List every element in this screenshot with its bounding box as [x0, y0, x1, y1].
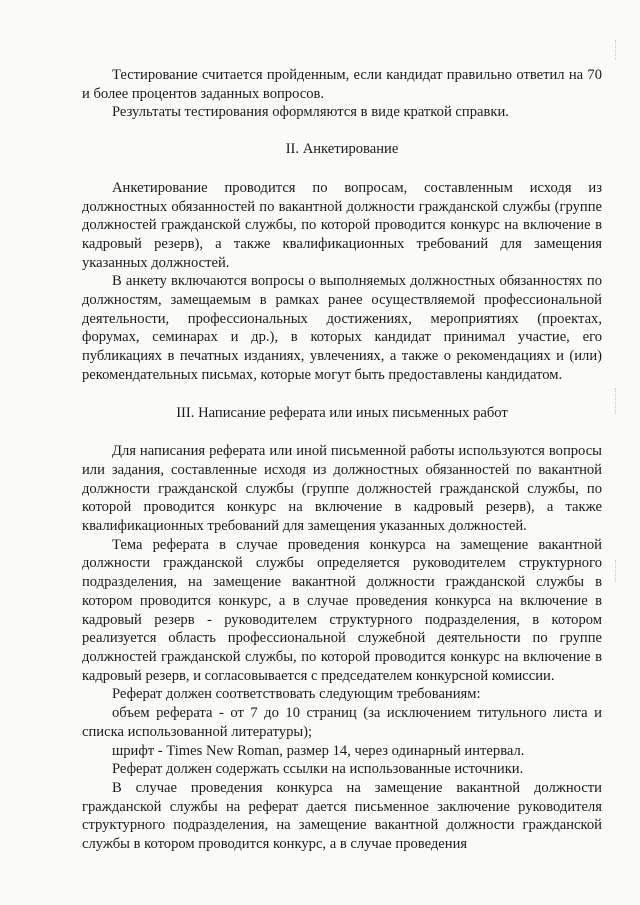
section-3-paragraph-6: Реферат должен содержать ссылки на использованные источники. [112, 761, 524, 778]
intro-paragraph-2: Результаты тестирования оформляются в виде краткой справки. [112, 104, 509, 121]
scan-artifact [615, 388, 622, 414]
section-2-paragraph-2: В анкету включаются вопросы о выполняемых должностных обязанностях по должностям, замещаемым в рамках ранее осуществляемой профессиональной деятельности, профессиональных достижениях, мероприятиях (проектах, форумах, семинарах и др.), в которых кандидат принимал участие, его публикациях в печатных изданиях, увлечениях, а также о рекомендациях и (или) рекомендательных письмах, которые могут быть предоставлены кандидатом. [82, 273, 602, 383]
section-3-paragraph-5: шрифт - Times New Roman, размер 14, через одинарный интервал. [112, 742, 525, 759]
section-2-paragraph-1: Анкетирование проводится по вопросам, составленным исходя из должностных обязанностей по вакантной должности гражданской службы (группе должностей гражданской службы, по которой проводится конкурс на включение в кадровый резерв), а также квалификационных требований для замещения указанных должностей. [82, 179, 602, 271]
section-3-paragraph-4: объем реферата - от 7 до 10 страниц (за исключением титульного листа и списка использованной литературы); [82, 705, 602, 740]
section-3-paragraph-1: Для написания реферата или иной письменной работы используются вопросы или задания, составленные исходя из должностных обязанностей по вакантной должности гражданской службы (группе должностей гражданской службы, по которой проводится конкурс на включение в кадровый резерв), а также квалификационных требований для замещения указанных должностей. [82, 443, 602, 535]
section-3-paragraph-3: Реферат должен соответствовать следующим требованиям: [112, 686, 481, 703]
intro-paragraph-1: Тестирование считается пройденным, если кандидат правильно ответил на 70 и более процентов заданных вопросов. [82, 67, 602, 102]
section-3-paragraph-7: В случае проведения конкурса на замещение вакантной должности гражданской службы на реферат дается письменное заключение руководителя структурного подразделения, на замещение вакантной должности гражданской службы в котором проводится конкурс, а в случае проведения [82, 779, 602, 853]
scan-artifact [615, 40, 622, 60]
section-3-paragraph-2: Тема реферата в случае проведения конкурса на замещение вакантной должности гражданской службы определяется руководителем структурного подразделения, на замещение вакантной должности гражданской службы в котором проводится конкурс, а в случае проведения конкурса на включение в кадровый резерв - руководителем структурного подразделения, в котором реализуется область профессиональной служебной деятельности по группе должностей гражданской службы, по которой проводится конкурс на включение в кадровый резерв, и согласовывается с председателем конкурсной комиссии. [82, 536, 602, 684]
scan-artifact [615, 560, 622, 582]
section-2-heading: II. Анкетирование [285, 141, 399, 158]
section-3-heading: III. Написание реферата или иных письменных работ [176, 404, 508, 421]
